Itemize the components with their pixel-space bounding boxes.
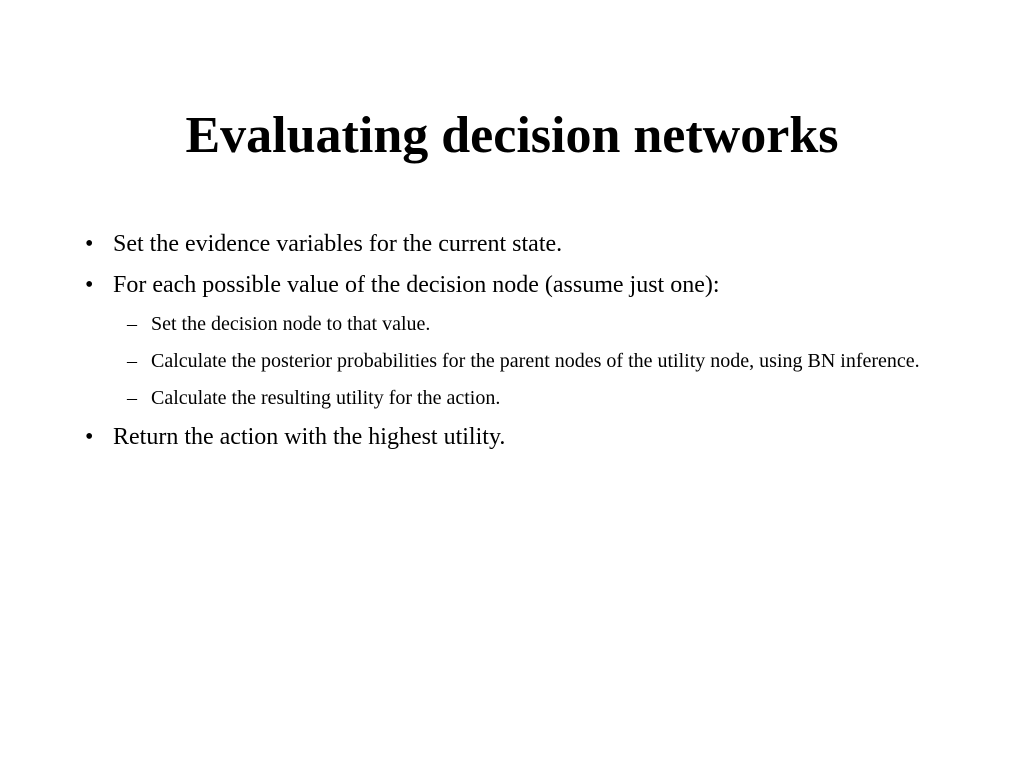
sub-bullet-marker: – <box>127 387 137 409</box>
bullet-marker: • <box>85 424 94 450</box>
sub-bullet-item <box>84 347 964 376</box>
sub-bullet-marker: – <box>127 313 137 335</box>
sub-bullet-marker: – <box>127 350 137 372</box>
sub-bullet-text: Calculate the posterior probabilities for the parent nodes of the utility node, using BN inference. <box>151 350 920 372</box>
bullet-marker: • <box>85 272 94 298</box>
sub-bullet-text: Calculate the resulting utility for the action. <box>151 387 501 409</box>
bullet-marker: • <box>85 231 94 257</box>
bullet-text: Return the action with the highest utility. <box>113 424 506 450</box>
bullet-text: Set the evidence variables for the current state. <box>113 231 563 257</box>
bullet-item <box>84 421 964 453</box>
bullet-text: For each possible value of the decision node (assume just one): <box>113 272 720 298</box>
sub-bullet-item <box>84 310 964 339</box>
sub-bullet-text: Set the decision node to that value. <box>151 313 431 335</box>
slide-title: Evaluating decision networks <box>185 107 839 164</box>
bullet-item <box>84 269 964 301</box>
bullet-list <box>84 228 964 462</box>
sub-bullet-item <box>84 384 964 413</box>
bullet-item <box>84 228 964 260</box>
